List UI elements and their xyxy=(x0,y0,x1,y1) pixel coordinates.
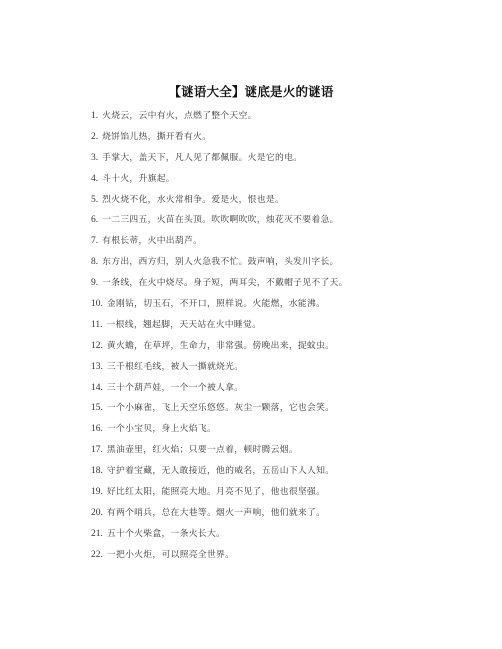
riddle-number: 17. xyxy=(91,445,103,456)
riddle-item xyxy=(91,423,471,444)
page-title: 【谜语大全】谜底是火的谜语 xyxy=(168,84,334,99)
riddle-item xyxy=(91,319,471,340)
riddle-number: 7. xyxy=(91,236,99,247)
riddle-item xyxy=(91,382,471,403)
riddle-text: 黄火蟾，在草坪，生命力，非常强。傍晚出来，捉蚊虫。 xyxy=(106,340,335,351)
riddle-text: 金刚钻，切玉石，不开口，照样说。火能燃，水能沸。 xyxy=(106,299,326,310)
riddle-number: 1. xyxy=(91,111,99,121)
riddle-text: 一个小宝贝，身上火焰飞。 xyxy=(106,424,217,435)
riddle-item xyxy=(91,361,471,382)
riddle-item xyxy=(91,235,471,256)
riddle-item xyxy=(91,340,471,361)
riddle-item xyxy=(91,444,471,465)
riddle-number: 4. xyxy=(91,173,99,184)
riddle-text: 有根长蒂，火中出葫芦。 xyxy=(102,236,203,247)
riddle-item xyxy=(91,277,471,298)
riddle-number: 16. xyxy=(91,424,103,435)
riddle-text: 黑油壶里，红火焰；只要一点着，顿时腾云烟。 xyxy=(106,445,298,456)
riddle-number: 8. xyxy=(91,257,99,268)
riddle-number: 11. xyxy=(91,319,103,330)
riddle-item xyxy=(91,402,471,423)
riddle-text: 火烧云，云中有火，点燃了整个天空。 xyxy=(102,111,257,121)
riddle-number: 20. xyxy=(91,507,103,518)
riddle-number: 21. xyxy=(91,528,103,539)
riddle-number: 22. xyxy=(91,549,103,560)
riddle-number: 18. xyxy=(91,466,103,477)
riddle-number: 14. xyxy=(91,382,103,393)
riddle-item xyxy=(91,298,471,319)
riddle-item xyxy=(91,131,471,152)
riddle-number: 13. xyxy=(91,361,103,372)
riddle-text: 东方出，西方归，别人火急我不忙。鼓声响，头发川字长。 xyxy=(102,257,339,268)
riddle-text: 一根线，翘起脚，天天站在火中睡觉。 xyxy=(106,319,262,330)
riddle-list xyxy=(91,110,471,570)
riddle-text: 三十个葫芦娃，一个一个被人拿。 xyxy=(106,382,244,393)
riddle-text: 一把小火炬，可以照亮全世界。 xyxy=(106,549,235,560)
riddle-text: 烧饼馅儿热，撕开看有火。 xyxy=(102,131,212,142)
riddle-number: 9. xyxy=(91,278,99,289)
riddle-text: 一条线，在火中烧尽。身子短，两耳尖，不戴帽子见不了天。 xyxy=(102,278,348,289)
riddle-item xyxy=(91,528,471,549)
riddle-text: 三千根红毛线，被人一撕就烧光。 xyxy=(106,361,244,372)
riddle-item xyxy=(91,486,471,507)
riddle-item xyxy=(91,256,471,277)
riddle-item xyxy=(91,465,471,486)
riddle-text: 手掌大，盖天下，凡人见了都佩服。火是它的电。 xyxy=(102,152,303,163)
riddle-item xyxy=(91,507,471,528)
riddle-text: 烈火烧不化，水火常相争。爱是火，恨也是。 xyxy=(102,194,285,205)
riddle-number: 10. xyxy=(91,299,103,310)
riddle-number: 5. xyxy=(91,194,99,205)
riddle-item xyxy=(91,194,471,215)
riddle-text: 一二三四五，火苗在头顶。吹吹啊吹吹，烛花灭不要着急。 xyxy=(102,215,339,226)
riddle-text: 五十个火柴盒，一条火长大。 xyxy=(106,528,226,539)
riddle-number: 12. xyxy=(91,340,103,351)
riddle-item xyxy=(91,173,471,194)
riddle-text: 斗十火，升旗起。 xyxy=(102,173,175,184)
riddle-item xyxy=(91,214,471,235)
riddle-item xyxy=(91,152,471,173)
riddle-number: 6. xyxy=(91,215,99,226)
riddle-text: 好比红太阳，能照亮大地。月亮不见了，他也很坚强。 xyxy=(106,487,326,498)
riddle-item xyxy=(91,110,471,131)
riddle-text: 有两个哨兵，总在大巷等。烟火一声响，他们就来了。 xyxy=(106,507,326,518)
riddle-number: 3. xyxy=(91,152,99,163)
riddle-number: 15. xyxy=(91,403,103,414)
riddle-number: 2. xyxy=(91,131,99,142)
riddle-text: 守护着宝藏，无人敢接近，他的威名，五岳山下人人知。 xyxy=(106,466,335,477)
riddle-text: 一个小麻雀，飞上天空乐悠悠。灰尘一颗落，它也会笑。 xyxy=(106,403,335,414)
riddle-number: 19. xyxy=(91,487,103,498)
riddle-item xyxy=(91,549,471,570)
